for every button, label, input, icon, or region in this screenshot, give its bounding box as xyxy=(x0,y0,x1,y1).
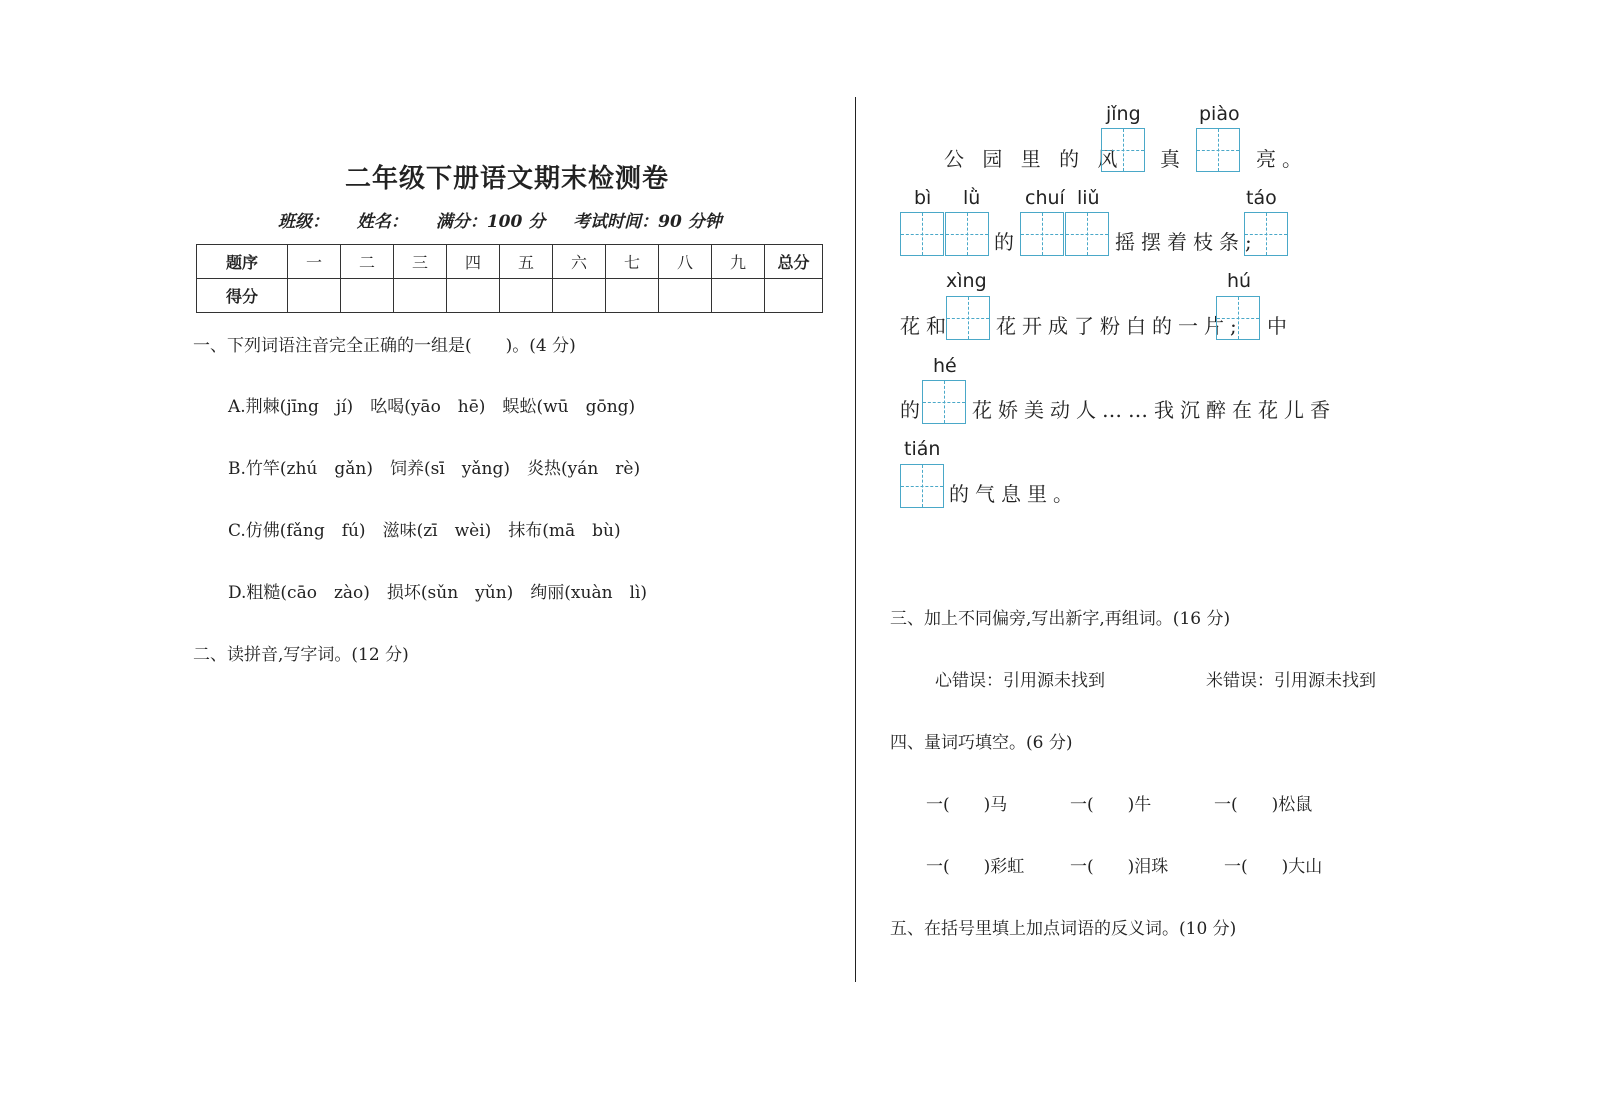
question-1: 一、下列词语注音完全正确的一组是( )。(4 分) xyxy=(193,336,576,356)
header-cell: 七 xyxy=(606,245,659,279)
pinyin: hú xyxy=(1227,270,1252,292)
writing-grid[interactable] xyxy=(1196,128,1240,172)
writing-grid[interactable] xyxy=(1216,296,1260,340)
question-4: 四、量词巧填空。(6 分) xyxy=(890,733,1073,753)
q4-item: 一( )马 xyxy=(926,795,1008,815)
header-cell: 四 xyxy=(447,245,500,279)
question-3: 三、加上不同偏旁,写出新字,再组词。(16 分) xyxy=(890,609,1231,629)
pinyin: piào xyxy=(1199,103,1240,125)
sentence-text: 花娇美动人……我沉醉在花儿香 xyxy=(972,398,1336,422)
pinyin: lǜ xyxy=(963,187,981,209)
q4-item: 一( )松鼠 xyxy=(1214,795,1313,815)
sentence-text: 摇摆着枝条; xyxy=(1115,230,1258,254)
header-cell: 六 xyxy=(553,245,606,279)
q4-item: 一( )牛 xyxy=(1070,795,1152,815)
score-cell[interactable] xyxy=(712,279,765,313)
pinyin: hé xyxy=(933,355,957,377)
writing-grid[interactable] xyxy=(900,212,944,256)
score-cell[interactable] xyxy=(765,279,823,313)
score-table xyxy=(196,244,823,313)
question-2: 二、读拼音,写字词。(12 分) xyxy=(193,645,409,665)
header-cell: 二 xyxy=(341,245,394,279)
score-cell[interactable] xyxy=(447,279,500,313)
writing-grid[interactable] xyxy=(1020,212,1064,256)
pinyin: liǔ xyxy=(1077,187,1100,209)
writing-grid[interactable] xyxy=(946,296,990,340)
score-label: 满分：100 分 xyxy=(435,212,546,232)
writing-grid[interactable] xyxy=(945,212,989,256)
option-d: D.粗糙(cāo zào) 损坏(sǔn yǔn) 绚丽(xuàn lì) xyxy=(228,583,648,603)
name-label: 姓名： xyxy=(356,212,408,232)
sentence-text: 真 xyxy=(1160,147,1186,171)
pinyin: xìng xyxy=(946,270,987,292)
q4-item: 一( )彩虹 xyxy=(926,857,1025,877)
sentence-text: 花和 xyxy=(900,314,952,338)
score-cell[interactable] xyxy=(500,279,553,313)
pinyin: jǐng xyxy=(1106,103,1141,125)
header-cell: 八 xyxy=(659,245,712,279)
pinyin: chuí xyxy=(1025,187,1065,209)
q4-item: 一( )大山 xyxy=(1224,857,1323,877)
question-5: 五、在括号里填上加点词语的反义词。(10 分) xyxy=(890,919,1237,939)
score-cell[interactable] xyxy=(553,279,606,313)
column-divider xyxy=(855,97,856,982)
score-table-row xyxy=(197,279,823,313)
q3-item: 米错误：引用源未找到 xyxy=(1206,671,1376,691)
score-table-header xyxy=(197,245,823,279)
sentence-text: 的 xyxy=(900,398,926,422)
writing-grid[interactable] xyxy=(1244,212,1288,256)
header-cell: 三 xyxy=(394,245,447,279)
score-cell[interactable] xyxy=(659,279,712,313)
writing-grid[interactable] xyxy=(1101,128,1145,172)
class-label: 班级： xyxy=(278,212,329,232)
sentence-text: 的气息里。 xyxy=(949,482,1079,506)
header-cell: 五 xyxy=(500,245,553,279)
time-label: 考试时间：90 分钟 xyxy=(573,212,722,232)
header-cell: 一 xyxy=(288,245,341,279)
score-cell[interactable] xyxy=(606,279,659,313)
page-title: 二年级下册语文期末检测卷 xyxy=(345,164,670,194)
row-label: 得分 xyxy=(197,279,288,313)
sentence-text: 公 园 里 的 风 xyxy=(944,147,1124,171)
sentence-text: 亮。 xyxy=(1256,147,1308,171)
score-cell[interactable] xyxy=(288,279,341,313)
header-cell: 总分 xyxy=(765,245,823,279)
option-b: B.竹竿(zhú gǎn) 饲养(sī yǎng) 炎热(yán rè) xyxy=(228,459,641,479)
writing-grid[interactable] xyxy=(1065,212,1109,256)
pinyin: tián xyxy=(904,438,941,460)
pinyin: bì xyxy=(914,187,932,209)
writing-grid[interactable] xyxy=(900,464,944,508)
sentence-text: 的 xyxy=(994,230,1020,254)
student-info xyxy=(278,207,744,232)
header-cell: 九 xyxy=(712,245,765,279)
header-cell: 题序 xyxy=(197,245,288,279)
score-cell[interactable] xyxy=(341,279,394,313)
option-a: A.荆棘(jīng jí) 吆喝(yāo hē) 蜈蚣(wū gōng) xyxy=(228,397,636,417)
q4-item: 一( )泪珠 xyxy=(1070,857,1169,877)
writing-grid[interactable] xyxy=(922,380,966,424)
score-cell[interactable] xyxy=(394,279,447,313)
sentence-text: 中 xyxy=(1267,314,1293,338)
pinyin: táo xyxy=(1246,187,1277,209)
sentence-text: 花开成了粉白的一片; xyxy=(996,314,1243,338)
option-c: C.仿佛(fǎng fú) 滋味(zī wèi) 抹布(mā bù) xyxy=(228,521,621,541)
q3-item: 心错误：引用源未找到 xyxy=(935,671,1105,691)
